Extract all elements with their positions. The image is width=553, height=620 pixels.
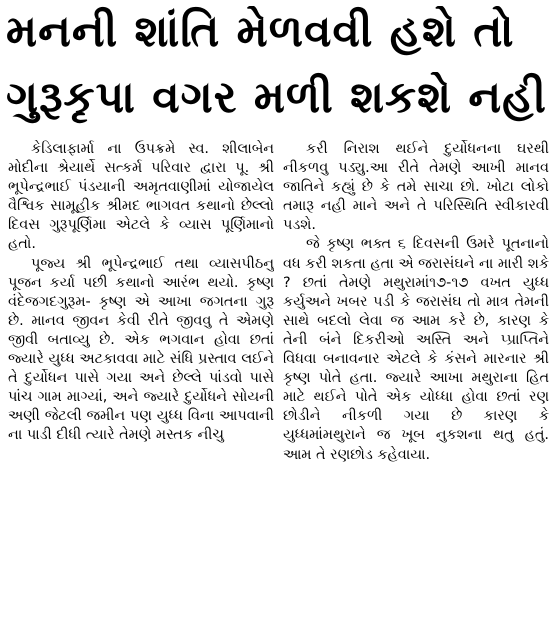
right-column — [283, 140, 549, 614]
paragraph: પૂજ્ય શ્રી ભૂપેન્દ્રભાઈ તથા વ્યાસપીઠનુ પૂજન કર્યા પછી કથાનો આરંભ થયો. કૃષ્ણ વંદેજગદગુરૂમ- કૃષ્ણ એ આખા જગતના ગુરૂ છે. માનવ જીવન કેવી રીતે જીવવુ તે એમણે જીવી બતાવ્યુ છે. એક ભગવાન હોવા છતાં જ્યારે યુધ્ધ અટકાવવા માટે સંધિ પ્રસ્તાવ લઈને તે દુર્યોધન પાસે ગયા અને છેલ્લે પાંડવો પાસે પાંચ ગામ માગ્યાં, અને જ્યારે દુર્યોધને સોયની અણી જેટલી જમીન પણ યુધ્ધ વિના આપવાની ના પાડી દીધી ત્યારે તેમણે મસ્તક નીચુ — [8, 255, 274, 444]
paragraph: જે કૃષ્ણ ભક્ત ૬ દિવસની ઉમરે પૂતનાનો વધ કરી શકતા હતા એ જરાસંઘને ના મારી શકે ? છતાં તેમણે મથુરામાં૧૭-૧૭ વખત યુધ્ધ કર્યુઅને ખબર પડી કે જરાસંઘ તો માત્ર તેમની સાથે બદલો લેવા જ આમ કરે છે, કારણ કે તેની બંને દિકરીઓ અસ્તિ અને પ્પ્રાપ્તિને વિધવા બનાવનાર એટલે કે કંસને મારનાર શ્રી કૃષ્ણ પોતે હતા. જ્યારે આખા મથુરાના હિત માટે થઈને પોતે એક યોધ્ધા હોવા છતાં રણ છોડીને નીકળી ગયા છે કારણ કે યુધ્ધમાંમથુરાને જ ખૂબ નુકશના થતુ હતું. આમ તે રણછોડ કહેવાયા. — [283, 236, 549, 463]
headline-line-2: ગુરૂકૃપા વગર મળી શકશે નહી — [6, 72, 547, 123]
paragraph: કેડિલાફાર્મા ના ઉપક્રમે સ્વ. શીલાબેન મોદીના શ્રેયાર્થે સત્કર્મ પરિવાર દ્વારા પૂ. શ્રી ભૂપેન્દ્રભાઈ પંડયાની અમૃતવાણીમાં યોજાયેલ વૈશ્વિક સામૂહીક શ્રીમદ ભાગવત કથાનો છેલ્લો દિવસ ગુરૂપૂર્ણિમા એટલે કે વ્યાસ પૂર્ણિમાનો હતો. — [8, 141, 274, 253]
paragraph: કરી નિરાશ થઈને દુર્યોધનના ઘરથી નીકળવુ પડ્યુ.આ રીતે તેમણે આખી માનવ જાતિને કહ્યું છે કે તમે સાચા છો. ખોટા લોકો તમારૂ નહી માને અને તે પરિસ્થિતિ સ્વીકારવી પડશે. — [283, 141, 549, 234]
headline-line-1: મનની શાંતિ મેળવવી હશે તો — [6, 6, 515, 57]
left-column — [8, 140, 274, 614]
